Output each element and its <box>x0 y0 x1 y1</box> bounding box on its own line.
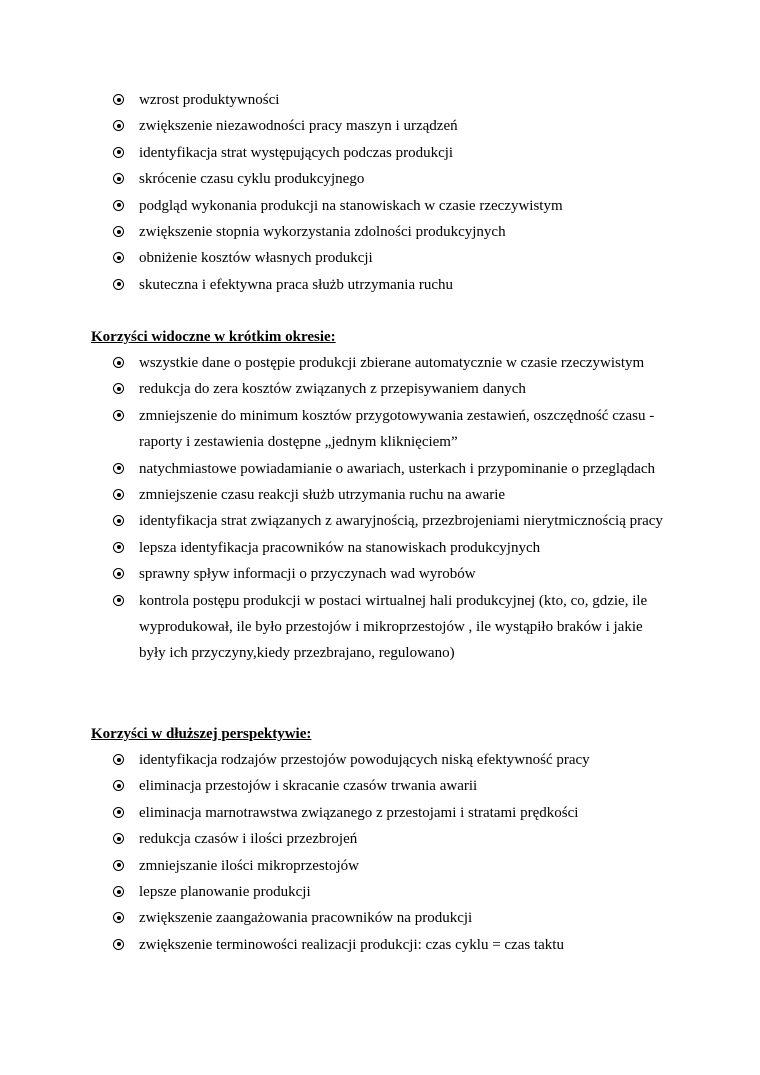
list-item <box>113 853 673 879</box>
list-item-text: wzrost produktywności <box>139 92 280 108</box>
list-item-text: redukcja czasów i ilości przezbrojeń <box>139 831 358 848</box>
list-item-text: zmniejszanie ilości mikroprzestojów <box>139 857 359 874</box>
short-term-benefits-heading: Korzyści widoczne w krótkim okresie: <box>91 329 336 345</box>
list-item <box>113 219 673 245</box>
long-term-benefits-list <box>113 747 673 958</box>
list-item-text: identyfikacja rodzajów przestojów powodujących niską efektywność pracy <box>139 752 590 768</box>
list-item-text: natychmiastowe powiadamianie o awariach, usterkach i przypominanie o przeglądach <box>139 460 656 477</box>
circle-bullet-icon <box>113 147 124 158</box>
list-item-text: identyfikacja strat występujących podczas produkcji <box>139 144 454 161</box>
circle-bullet-icon <box>113 939 124 950</box>
list-item <box>113 800 673 826</box>
list-item <box>113 403 673 456</box>
circle-bullet-icon <box>113 860 124 871</box>
circle-bullet-icon <box>113 94 124 105</box>
list-item <box>113 879 673 905</box>
circle-bullet-icon <box>113 807 124 818</box>
circle-bullet-icon <box>113 886 124 897</box>
long-term-benefits-heading: Korzyści w dłuższej perspektywie: <box>91 726 312 742</box>
list-item <box>113 535 673 561</box>
circle-bullet-icon <box>113 120 124 131</box>
circle-bullet-icon <box>113 595 124 606</box>
circle-bullet-icon <box>113 357 124 368</box>
list-item-text: eliminacja marnotrawstwa związanego z przestojami i stratami prędkości <box>139 804 579 821</box>
list-item <box>113 376 673 402</box>
circle-bullet-icon <box>113 410 124 421</box>
list-item <box>113 508 673 534</box>
list-item <box>113 773 673 799</box>
list-item-text: eliminacja przestojów i skracanie czasów trwania awarii <box>139 778 478 795</box>
list-item-text: podgląd wykonania produkcji na stanowiskach w czasie rzeczywistym <box>139 197 563 214</box>
list-item <box>113 193 673 219</box>
circle-bullet-icon <box>113 252 124 263</box>
benefits-list <box>113 87 673 298</box>
list-item <box>113 482 673 508</box>
list-item <box>113 561 673 587</box>
circle-bullet-icon <box>113 383 124 394</box>
circle-bullet-icon <box>113 833 124 844</box>
circle-bullet-icon <box>113 515 124 526</box>
list-item-text: zwiększenie terminowości realizacji produkcji: czas cyklu = czas taktu <box>139 936 564 953</box>
list-item <box>113 932 673 958</box>
list-item <box>113 140 673 166</box>
list-item-text: lepsze planowanie produkcji <box>139 884 311 901</box>
circle-bullet-icon <box>113 754 124 765</box>
circle-bullet-icon <box>113 279 124 290</box>
list-item <box>113 166 673 192</box>
list-item-text: zmniejszenie czasu reakcji służb utrzymania ruchu na awarie <box>139 487 506 504</box>
list-item-text: redukcja do zera kosztów związanych z przepisywaniem danych <box>139 381 526 398</box>
circle-bullet-icon <box>113 912 124 923</box>
circle-bullet-icon <box>113 463 124 474</box>
list-item <box>113 826 673 852</box>
list-item <box>113 456 673 482</box>
list-item-text: zwiększenie zaangażowania pracowników na produkcji <box>139 910 473 927</box>
circle-bullet-icon <box>113 780 124 791</box>
list-item <box>113 272 673 298</box>
list-item-text: zmniejszenie do minimum kosztów przygotowywania zestawień, oszczędność czasu - raporty i zestawienia dostępne „jednym kliknięciem” <box>139 407 655 451</box>
list-item <box>113 350 673 376</box>
circle-bullet-icon <box>113 489 124 500</box>
circle-bullet-icon <box>113 226 124 237</box>
list-item-text: skuteczna i efektywna praca służb utrzymania ruchu <box>139 276 454 293</box>
list-item-text: skrócenie czasu cyklu produkcyjnego <box>139 171 365 188</box>
list-item <box>113 87 673 113</box>
circle-bullet-icon <box>113 542 124 553</box>
list-item-text: sprawny spływ informacji o przyczynach wad wyrobów <box>139 566 476 583</box>
list-item <box>113 747 673 773</box>
circle-bullet-icon <box>113 173 124 184</box>
circle-bullet-icon <box>113 568 124 579</box>
list-item <box>113 113 673 139</box>
list-item-text: lepsza identyfikacja pracowników na stanowiskach produkcyjnych <box>139 539 541 556</box>
short-term-benefits-list <box>113 350 673 667</box>
list-item-text: identyfikacja strat związanych z awaryjnością, przezbrojeniami nierytmicznością pracy <box>139 513 663 530</box>
list-item-text: zwiększenie stopnia wykorzystania zdolności produkcyjnych <box>139 224 506 241</box>
list-item <box>113 905 673 931</box>
list-item-text: kontrola postępu produkcji w postaci wirtualnej hali produkcyjnej (kto, co, gdzie, ile wyprodukował, ile było przestojów i mikroprzestojów , ile wystąpiło braków i jakie były ich przyczyny,kiedy przezbrajano, regulowano) <box>139 592 648 662</box>
list-item-text: obniżenie kosztów własnych produkcji <box>139 250 373 267</box>
list-item <box>113 588 673 667</box>
list-item <box>113 245 673 271</box>
list-item-text: zwiększenie niezawodności pracy maszyn i urządzeń <box>139 118 458 135</box>
list-item-text: wszystkie dane o postępie produkcji zbierane automatycznie w czasie rzeczywistym <box>139 355 645 371</box>
circle-bullet-icon <box>113 200 124 211</box>
